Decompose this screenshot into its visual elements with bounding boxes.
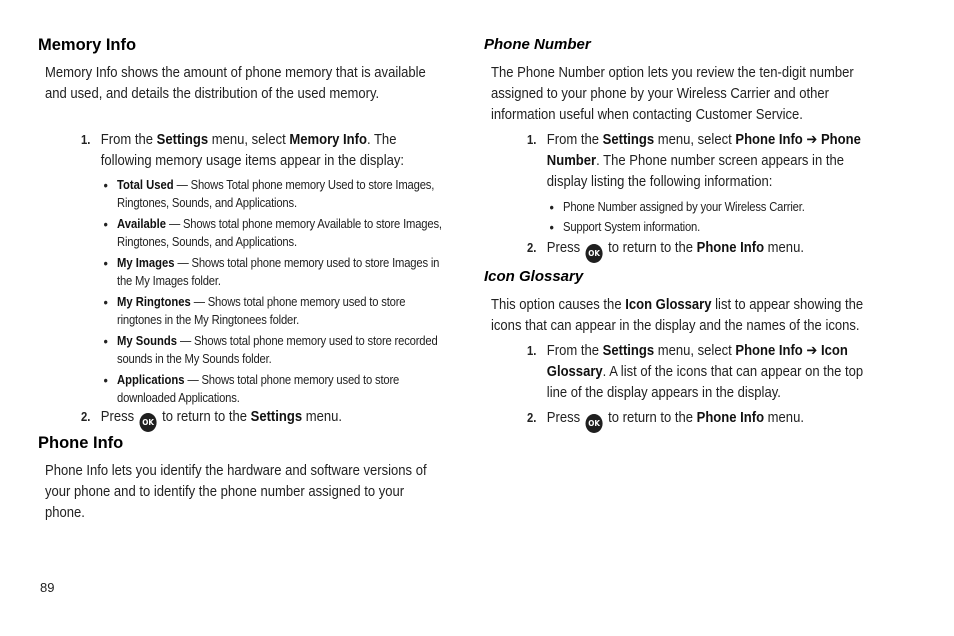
list-item: • Applications — Shows total phone memory used to store downloaded Applications. <box>103 372 400 405</box>
phone-number-step-2 <box>527 238 883 263</box>
step-text: From the Settings menu, select Phone Info ➔ Icon Glossary. A list of the icons that can appear on the top line of the display appears in the display. <box>546 343 864 401</box>
phone-number-heading: Phone Number <box>484 36 591 53</box>
list-item: • Available — Shows total phone memory Available to store Images, Ringtones, Sounds, and Applications. <box>103 216 442 249</box>
memory-info-step-1 <box>81 130 437 172</box>
page-number: 89 <box>40 580 55 595</box>
list-item: • My Images — Shows total phone memory used to store Images in the My Images folder. <box>103 255 440 288</box>
step-text: Press OK to return to the Phone Info menu. <box>527 408 883 433</box>
memory-info-heading: Memory Info <box>38 36 137 54</box>
icon-glossary-step-1 <box>527 341 883 404</box>
ok-key-icon: OK <box>586 414 603 433</box>
step-number: 1. <box>81 133 91 147</box>
ok-key-icon: OK <box>586 244 603 263</box>
phone-number-menu-ref: Phone Info ➔ Phone Number <box>546 132 861 169</box>
list-item: • My Ringtones — Shows total phone memory used to store ringtones in the My Ringtonees folder. <box>103 294 406 327</box>
icon-glossary-intro: This option causes the Icon Glossary list to appear showing the icons that can appear in the display and the names of the icons. <box>491 297 864 334</box>
list-item: • My Sounds — Shows total phone memory used to store recorded sounds in the My Sounds folder. <box>103 333 438 366</box>
list-item: • Phone Number assigned by your Wireless Carrier. <box>549 199 805 215</box>
memory-info-step-2 <box>81 407 437 432</box>
step-text: From the Settings menu, select Memory Info. The following memory usage items appear in the display: <box>100 132 405 169</box>
memory-usage-list <box>103 176 448 407</box>
icon-glossary-menu-ref: Phone Info ➔ Icon Glossary <box>546 343 848 380</box>
list-item: • Support System information. <box>549 219 701 235</box>
icon-glossary-step-2 <box>527 408 883 433</box>
list-item: • Total Used — Shows Total phone memory Used to store Images, Ringtones, Sounds, and Applications. <box>103 177 435 210</box>
phone-info-heading: Phone Info <box>38 434 124 452</box>
step-text: Press OK to return to the Phone Info menu. <box>527 238 883 263</box>
ok-key-icon: OK <box>140 413 157 432</box>
phone-number-info-list <box>549 198 894 236</box>
phone-number-intro: The Phone Number option lets you review the ten-digit number assigned to your phone by your Wireless Carrier and other information useful when contacting Customer Service. <box>491 65 854 123</box>
icon-glossary-heading: Icon Glossary <box>484 268 584 285</box>
step-text: From the Settings menu, select Phone Info ➔ Phone Number. The Phone number screen appears in the display listing the following information: <box>546 132 861 190</box>
memory-info-intro: Memory Info shows the amount of phone memory that is available and used, and details the distribution of the used memory. <box>45 65 426 102</box>
phone-info-intro: Phone Info lets you identify the hardware and software versions of your phone and to identify the phone number assigned to your phone. <box>45 463 427 521</box>
step-text: Press OK to return to the Settings menu. <box>81 407 437 432</box>
step-number: 1. <box>527 344 537 358</box>
step-number: 2. <box>527 241 537 255</box>
memory-info-menu-ref: Memory Info <box>289 132 367 148</box>
phone-number-step-1 <box>527 130 883 193</box>
step-number: 2. <box>527 411 537 425</box>
settings-menu-ref: Settings <box>156 132 209 148</box>
step-number: 2. <box>81 410 91 424</box>
step-number: 1. <box>527 133 537 147</box>
